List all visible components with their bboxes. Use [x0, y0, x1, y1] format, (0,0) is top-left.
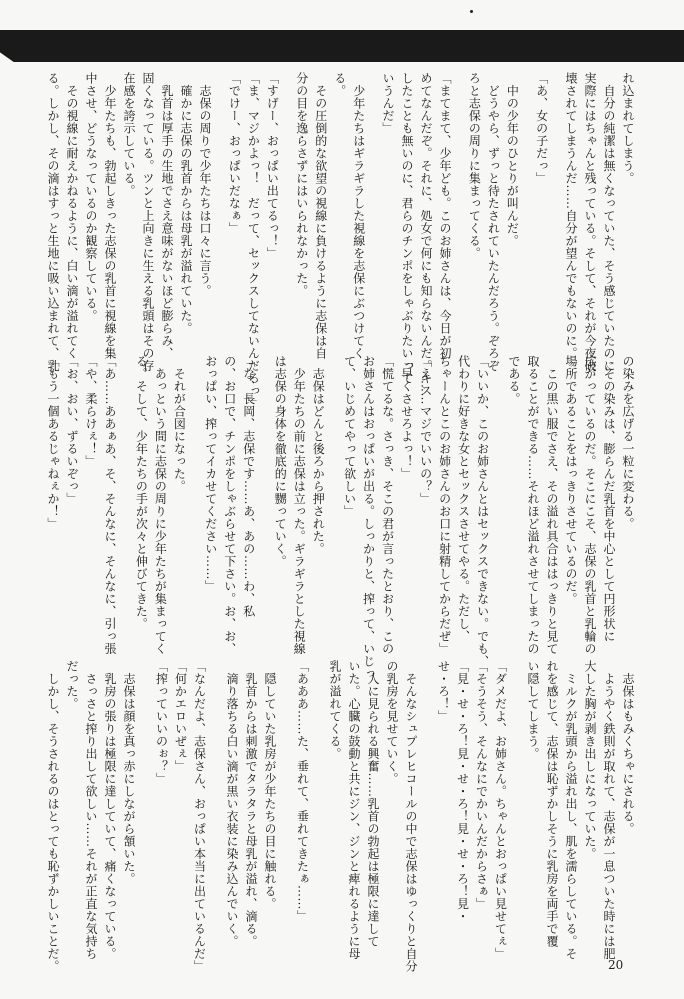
text-band-middle — [45, 355, 635, 680]
text-column: 乳首は厚手の生地でさえ意味がないほど膨らみ、 — [160, 72, 175, 360]
text-column: 「何かエロいぜぇ」 — [173, 660, 188, 773]
text-column: 広がっているのだ。そこにこそ、志保の乳首と乳輪の — [583, 355, 597, 655]
text-column: 「ダメだよ、お姉さん。ちゃんとおっぱい見せてぇ」 — [493, 660, 508, 960]
text-column: 「すげー、おっぱい出てるっ！」 — [265, 72, 280, 260]
text-column: 「慌てるな。さっき、そこの君が言ったとおり、この — [380, 355, 395, 655]
text-column-gap — [261, 355, 267, 645]
text-column-gap — [495, 355, 501, 645]
text-column: したことも無いのに、君らのチンポをしゃぶりたいって — [400, 72, 415, 385]
text-column-gap — [457, 72, 461, 334]
text-column: て、いじめてやって欲しい」 — [342, 355, 357, 518]
text-column: 「搾っていいのぉ？」 — [154, 660, 169, 785]
text-column: 「そうそう、そんなにでかいんだからさぁ」 — [474, 660, 489, 910]
page-number: 20 — [608, 958, 624, 972]
text-column: 志保はもみくちゃにされる。 — [621, 660, 635, 835]
text-column: あっという間に志保の周りに少年たちが集まってく — [153, 355, 168, 655]
text-column-gap — [122, 355, 128, 645]
text-column: いた。心臓の鼓動と共にジン、ジンと痺れるように母 — [347, 660, 361, 960]
text-column: 乳房の張りは極限に達していて、痛くなっている。 — [103, 660, 117, 960]
text-column-gap — [217, 72, 221, 334]
text-column: 大した胸が剥き出しになっていた。 — [583, 660, 597, 860]
text-column: 少年たちの前に志保は立った。ギラギラとした視線 — [292, 355, 307, 655]
text-column: 「ま、マジかよっ！ だって、セックスしてないんだろっ」 — [246, 72, 261, 410]
text-column: 「あ、女の子だっ」 — [534, 72, 549, 185]
text-column: ろと志保の周りに集まってくる。 — [467, 72, 482, 260]
text-column: さっさと搾り出して欲しい……それが正直な気持ち — [84, 660, 98, 960]
text-column: 在感を誇示している。 — [122, 72, 137, 197]
text-column: 乳が溢れてくる。 — [328, 660, 342, 760]
text-column: の乳房を見せていく。 — [385, 660, 399, 785]
text-column: そんなシュプレヒコールの中で志保はゆっくりと自分 — [404, 660, 418, 973]
text-column: 「な、長岡、志保です……あ、あの……わ、私 — [241, 355, 256, 618]
text-column: である。 — [507, 355, 521, 405]
text-column: 「なんだよ、志保さん、おっぱい本当に出ているんだ」 — [192, 660, 207, 973]
text-column: 固くなっている。ツンと上向きに生える乳頭はその存 — [141, 72, 156, 372]
text-column: 自分の純潔は無くなっていた、そう感じていたのに — [602, 72, 616, 372]
text-column: 「見・せ・ろ！見・せ・ろ！見・せ・ろ！見・ — [455, 660, 470, 923]
text-column: ミルクが乳頭から溢れ出し、肌を濡らしている。そ — [564, 660, 578, 960]
text-column: 「早くさせろよっ！」 — [399, 355, 414, 480]
text-column: い隠してしまう。 — [526, 660, 540, 760]
text-column-gap — [282, 660, 290, 950]
text-column: おっぱい、搾ってイカせてください……」 — [203, 355, 218, 593]
text-column: る。 — [332, 72, 347, 97]
speck-mark — [470, 10, 473, 13]
text-column: せ・ろ！」 — [436, 660, 451, 723]
text-column: 志保はどんと後ろから押された。 — [311, 355, 326, 555]
text-column: 「や、柔らけぇ！」 — [83, 355, 98, 468]
text-column: 実際にはちゃんと残っている。そして、それが今夜破 — [583, 72, 597, 372]
text-column-gap — [315, 660, 323, 950]
text-column: その視線に耐えかねるように、白い滴が溢れてく — [65, 72, 80, 360]
text-column: 志保の周りで少年たちは口々に言う。 — [198, 72, 213, 297]
text-column: 志保は顔を真っ赤にしながら頷いた。 — [122, 660, 136, 885]
text-column: 「あああ……た、垂れて、垂れてきたぁ……」 — [295, 660, 310, 923]
text-column: れを感じて、志保は恥ずかしそうに乳房を両手で覆 — [545, 660, 559, 948]
text-column-gap — [191, 355, 197, 645]
text-column: だった。 — [65, 660, 79, 710]
text-column: 中させ、どうなっているのか観察している。 — [84, 72, 99, 322]
text-column: 場所であることをはっきりさせているのだ。 — [564, 355, 578, 605]
text-column: めてなんだぞ。それに、処女で何にも知らないんだ。キス — [419, 72, 434, 397]
text-column: 代わりに好きな女とセックスさせてやる。ただし、 — [456, 355, 471, 643]
text-column-gap — [212, 660, 220, 950]
text-column: お姉さんはおっぱいが出る。しっかりと、搾って、いじっ — [361, 355, 376, 680]
text-column: 「いいか、このお姉さんとはセックスできない。でも、 — [475, 355, 490, 668]
text-column: その圧倒的な欲望の視線に負けるように志保は自 — [313, 72, 328, 360]
text-column: 「でけー、おっぱいだなぁ」 — [227, 72, 242, 235]
text-column: 人に見られる興奮……乳首の勃起は極限に達して — [366, 660, 380, 948]
text-column: 少年たちはギラギラした視線を志保にぶつけてく — [351, 72, 366, 360]
text-column: は志保の身体を徹底的に嬲っていく。 — [273, 355, 288, 568]
text-column-gap — [330, 355, 336, 645]
text-column: 確かに志保の乳首からは母乳が溢れていた。 — [179, 72, 194, 335]
text-column-gap — [524, 72, 528, 334]
text-column: 乳首からは刺激でタラタラと母乳が溢れ、滴る。 — [244, 660, 258, 948]
text-column-gap — [554, 72, 558, 334]
text-column: 壊されてしまうんだ……自分が望んでもないのに。 — [564, 72, 578, 360]
text-column: 「まてまて、少年ども。このお姉さんは、今日が初 — [438, 72, 453, 360]
text-column: どうやら、ずっと待たされていたんだろう。ぞろぞ — [486, 72, 501, 372]
text-column-gap — [371, 72, 375, 334]
text-column: いうんだ」 — [381, 72, 396, 135]
text-column: 「あ……ああぁあ、そ、そんなに、そんなに、引っ張 — [102, 355, 117, 655]
text-column: れ込まれてしまう。 — [621, 72, 635, 185]
text-column: ようやく鉄則が取れて、志保が一息ついた時には肥 — [602, 660, 616, 960]
text-column: しかし、そうされるのはとっても恥ずかしいことだ。 — [46, 660, 60, 973]
text-column: 少年たちも、勃起しきった志保の乳首に視線を集 — [103, 72, 118, 360]
text-column-gap — [513, 660, 521, 950]
text-column: 「お、おい、ずるいぞっ」 — [64, 355, 79, 505]
text-column: それが合図になった。 — [172, 355, 187, 493]
header-bar — [0, 30, 684, 62]
text-column: その染みは、膨らんだ乳首を中心として円形状に — [602, 355, 616, 643]
text-column: 分の目を逸らさずにはいられなかった。 — [294, 72, 309, 297]
text-column: の染みを広げる一粒に変わる。 — [621, 355, 635, 530]
text-column-gap — [423, 660, 431, 950]
text-column-gap — [141, 660, 149, 950]
text-column: 隠していた乳房が少年たちの目に触れる。 — [263, 660, 277, 910]
text-column: 「え……マジでいいの？」 — [418, 355, 433, 505]
text-column-gap — [284, 72, 288, 334]
text-column: 「もう一個あるじゃねぇか！」 — [45, 355, 60, 530]
text-column: 取ることができる……それほど溢れさせてしまったの — [526, 355, 540, 655]
text-column: この黒い服でさえ、その溢れ具合ははっきりと見て — [545, 355, 559, 655]
text-column: 中の少年のひとりが叫んだ。 — [505, 72, 520, 247]
text-column: る。しかし、その滴はすっと生地に吸い込まれて、乳 — [46, 72, 61, 372]
text-column: の、お口で、チンポをしゃぶらせて下さい。お、お、 — [222, 355, 237, 655]
text-column: 滴り落ちる白い滴が黒い衣装に染み込んでいく。 — [225, 660, 239, 948]
text-column: ちゃーんとこのお姉さんのお口に射精してからだぜ」 — [437, 355, 452, 655]
text-column: る。そして、少年たちの手が次々と伸びてきた。 — [134, 355, 149, 630]
